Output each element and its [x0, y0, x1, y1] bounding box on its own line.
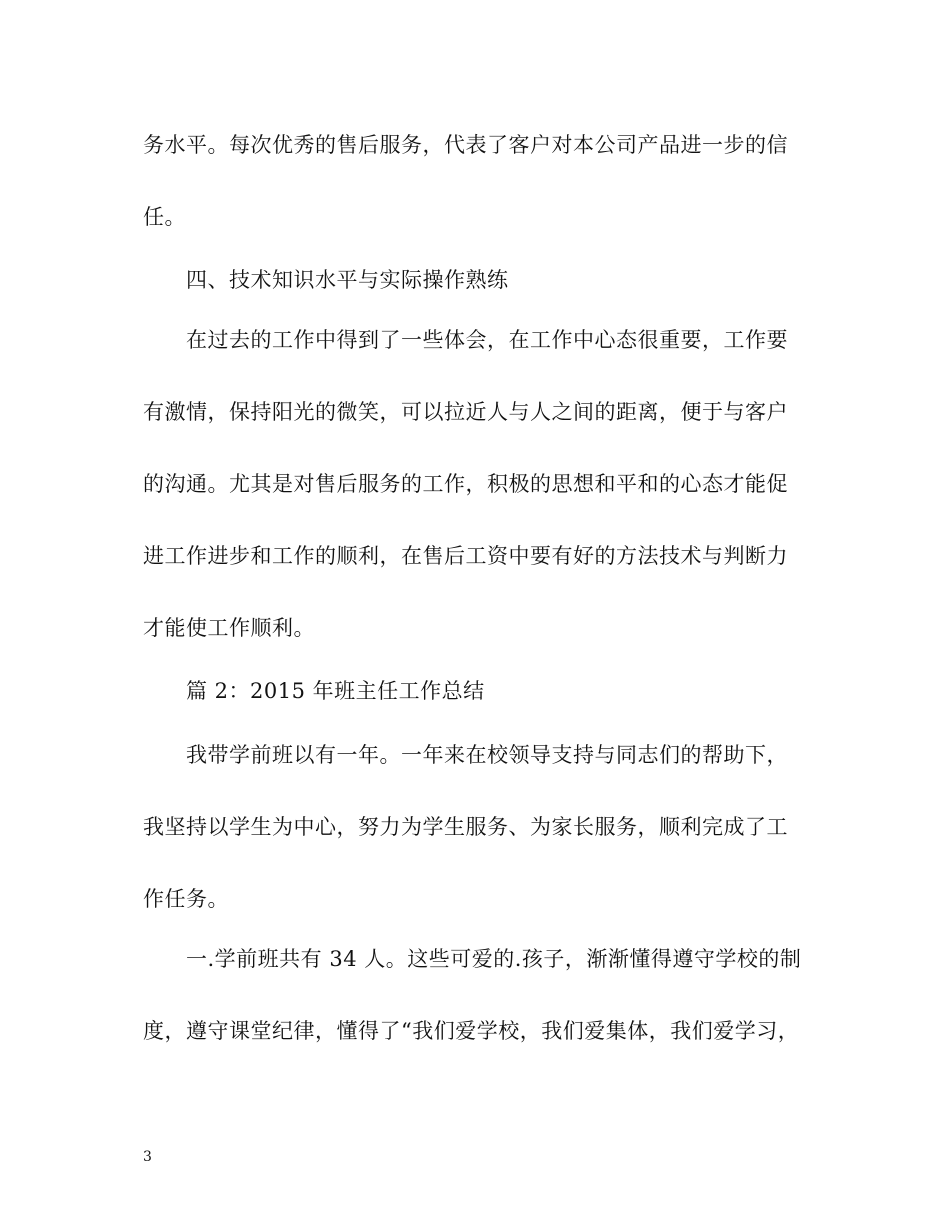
- body-text-line: 进工作进步和工作的顺利，在售后工资中要有好的方法技术与判断力: [143, 544, 788, 568]
- article-title: 篇 2：2015 年班主任工作总结: [186, 679, 485, 703]
- body-text-line: 一.学前班共有 34 人。这些可爱的.孩子，渐渐懂得遵守学校的制: [186, 947, 802, 971]
- section-heading: 四、技术知识水平与实际操作熟练: [186, 268, 509, 292]
- body-text-line: 作任务。: [143, 887, 229, 911]
- page-number: 3: [143, 1149, 152, 1165]
- body-text-line: 在过去的工作中得到了一些体会，在工作中心态很重要，工作要: [186, 328, 788, 352]
- body-text-line: 我带学前班以有一年。一年来在校领导支持与同志们的帮助下，: [186, 743, 788, 767]
- body-text-line: 我坚持以学生为中心，努力为学生服务、为家长服务，顺利完成了工: [143, 815, 788, 839]
- body-text-line: 有激情，保持阳光的微笑，可以拉近人与人之间的距离，便于与客户: [143, 400, 788, 424]
- body-text-line: 任。: [143, 205, 186, 229]
- body-text-line: 才能使工作顺利。: [143, 616, 315, 640]
- body-text-line: 的沟通。尤其是对售后服务的工作，积极的思想和平和的心态才能促: [143, 472, 788, 496]
- body-text-line: 务水平。每次优秀的售后服务，代表了客户对本公司产品进一步的信: [143, 133, 788, 157]
- body-text-line: 度，遵守课堂纪律，懂得了“我们爱学校，我们爱集体，我们爱学习，: [143, 1019, 800, 1043]
